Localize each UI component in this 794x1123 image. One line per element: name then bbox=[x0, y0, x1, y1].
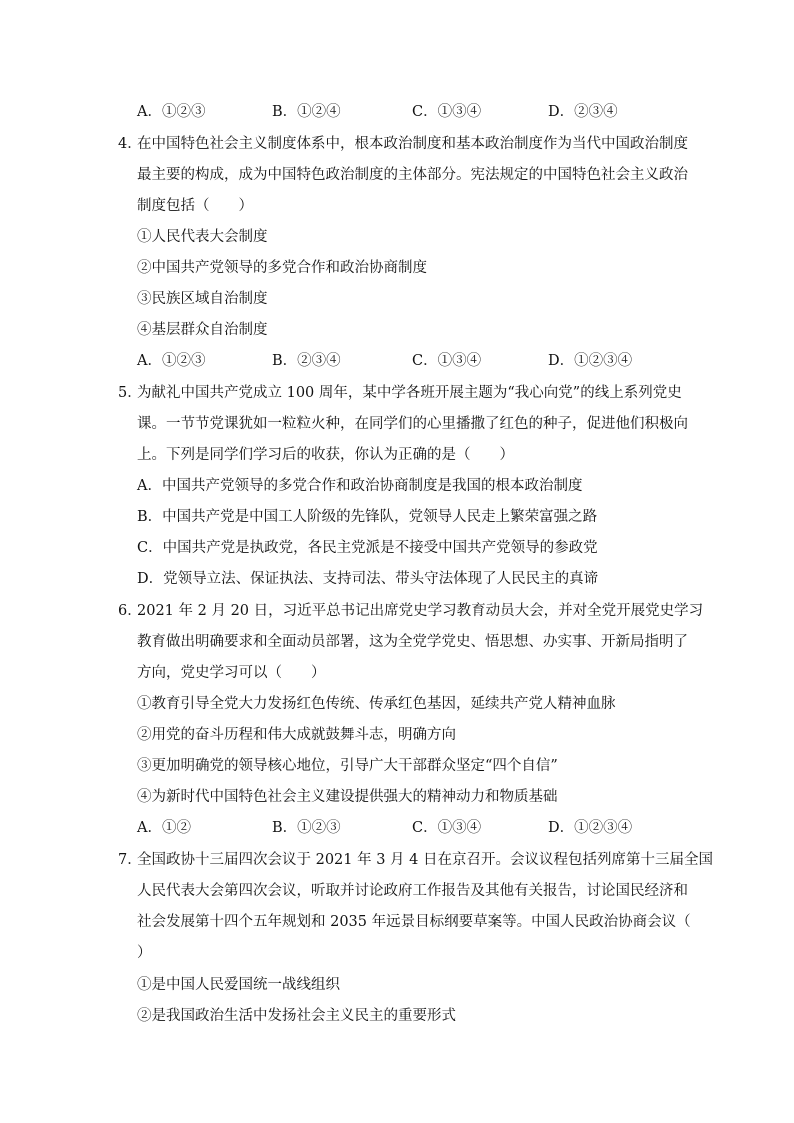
question-number: 6． bbox=[118, 603, 142, 619]
q3-option-d[interactable]: D．②③④ bbox=[548, 104, 618, 120]
question-stem-line: 为献礼中国共产党成立 100 周年，某中学各班开展主题为“我心向党”的线上系列党史 bbox=[137, 385, 682, 401]
q3-option-b[interactable]: B．①②④ bbox=[272, 104, 341, 120]
question-number: 5． bbox=[118, 385, 142, 401]
question-stem-line: 课。一节节党课犹如一粒粒火种，在同学们的心里播撒了红色的种子，促进他们积极向 bbox=[137, 416, 688, 432]
question-item: ④基层群众自治制度 bbox=[137, 322, 268, 338]
question-stem-line: 方向，党史学习可以（ ） bbox=[137, 665, 326, 681]
question-item: ①人民代表大会制度 bbox=[137, 229, 268, 245]
q4-option-d[interactable]: D．①②③④ bbox=[548, 353, 633, 369]
question-stem-line: 制度包括（ ） bbox=[137, 198, 253, 214]
q4-option-a[interactable]: A．①②③ bbox=[137, 353, 206, 369]
q6-option-d[interactable]: D．①②③④ bbox=[548, 820, 633, 836]
q5-option-a[interactable]: A．中国共产党领导的多党合作和政治协商制度是我国的根本政治制度 bbox=[137, 478, 583, 494]
question-number: 4． bbox=[118, 136, 142, 152]
question-stem-line: 在中国特色社会主义制度体系中，根本政治制度和基本政治制度作为当代中国政治制度 bbox=[137, 136, 688, 152]
q3-option-a[interactable]: A．①②③ bbox=[137, 104, 206, 120]
q4-option-c[interactable]: C．①③④ bbox=[412, 353, 482, 369]
q6-option-b[interactable]: B．①②③ bbox=[272, 820, 341, 836]
question-stem-line: ） bbox=[137, 945, 152, 961]
question-stem-line: 社会发展第十四个五年规划和 2035 年远景目标纲要草案等。中国人民政治协商会议（ bbox=[137, 914, 691, 930]
question-stem-line: 教育做出明确要求和全面动员部署，这为全党学党史、悟思想、办实事、开新局指明了 bbox=[137, 634, 688, 650]
q5-option-b[interactable]: B．中国共产党是中国工人阶级的先锋队，党领导人民走上繁荣富强之路 bbox=[137, 509, 598, 525]
question-item: ②是我国政治生活中发扬社会主义民主的重要形式 bbox=[137, 1008, 456, 1024]
question-item: ①是中国人民爱国统一战线组织 bbox=[137, 977, 340, 993]
question-item: ③更加明确党的领导核心地位，引导广大干部群众坚定“四个自信” bbox=[137, 758, 558, 774]
question-item: ①教育引导全党大力发扬红色传统、传承红色基因，延续共产党人精神血脉 bbox=[137, 696, 616, 712]
q3-option-c[interactable]: C．①③④ bbox=[412, 104, 482, 120]
question-stem-line: 全国政协十三届四次会议于 2021 年 3 月 4 日在京召开。会议议程包括列席第十三届全国 bbox=[137, 852, 714, 868]
question-stem-line: 2021 年 2 月 20 日，习近平总书记出席党史学习教育动员大会，并对全党开展党史学习 bbox=[137, 603, 704, 619]
q4-option-b[interactable]: B．②③④ bbox=[272, 353, 341, 369]
q6-option-a[interactable]: A．①② bbox=[137, 820, 191, 836]
q5-option-c[interactable]: C．中国共产党是执政党，各民主党派是不接受中国共产党领导的参政党 bbox=[137, 540, 598, 556]
question-stem-line: 人民代表大会第四次会议，听取并讨论政府工作报告及其他有关报告，讨论国民经济和 bbox=[137, 883, 688, 899]
q5-option-d[interactable]: D．党领导立法、保证执法、支持司法、带头守法体现了人民民主的真谛 bbox=[137, 571, 599, 587]
question-item: ④为新时代中国特色社会主义建设提供强大的精神动力和物质基础 bbox=[137, 789, 558, 805]
question-item: ③民族区域自治制度 bbox=[137, 291, 268, 307]
question-stem-line: 最主要的构成，成为中国特色政治制度的主体部分。宪法规定的中国特色社会主义政治 bbox=[137, 167, 688, 183]
question-number: 7． bbox=[118, 852, 142, 868]
question-stem-line: 上。下列是同学们学习后的收获，你认为正确的是（ ） bbox=[137, 447, 514, 463]
question-item: ②中国共产党领导的多党合作和政治协商制度 bbox=[137, 260, 427, 276]
q6-option-c[interactable]: C．①③④ bbox=[412, 820, 482, 836]
question-item: ②用党的奋斗历程和伟大成就鼓舞斗志，明确方向 bbox=[137, 727, 456, 743]
